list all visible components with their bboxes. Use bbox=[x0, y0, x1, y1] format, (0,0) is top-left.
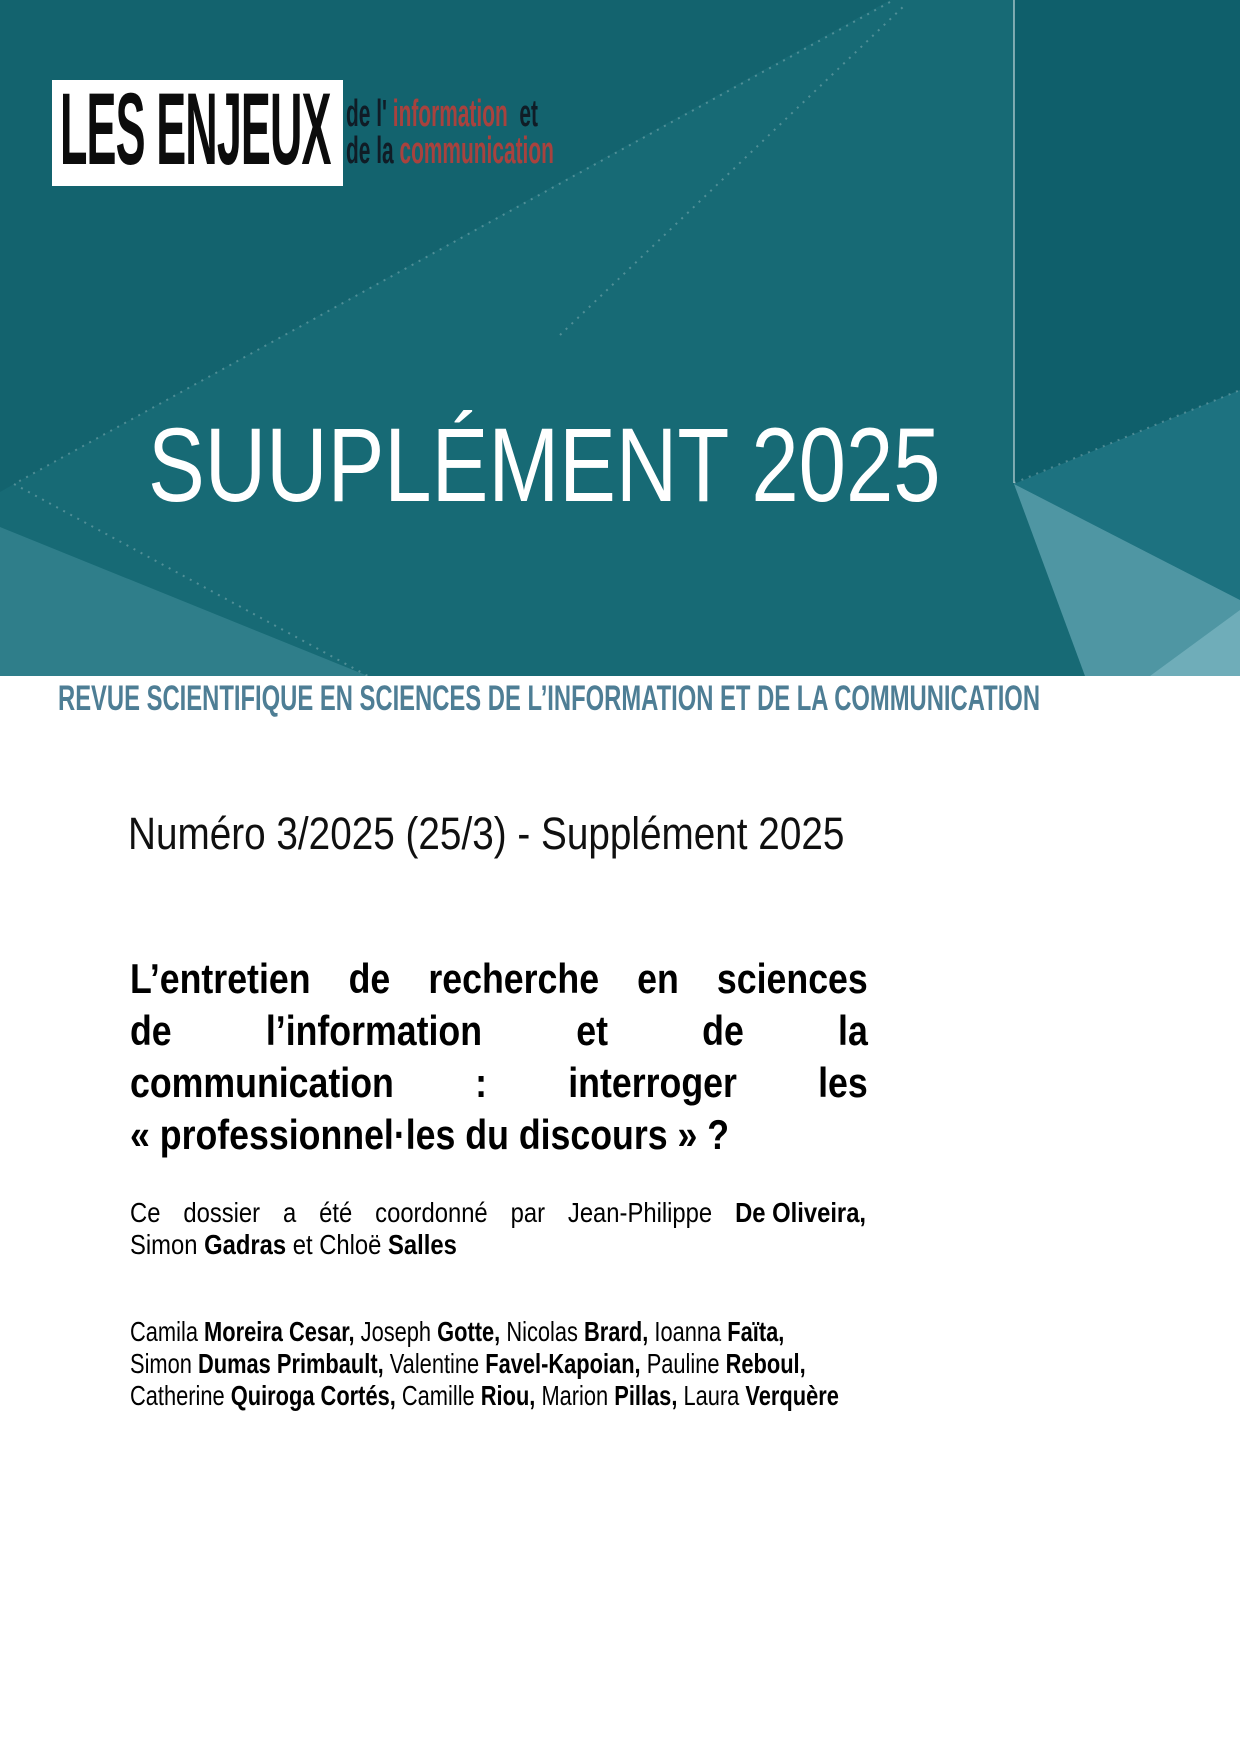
authors-line-2: Simon Dumas Primbault, Valentine Favel-Kapoian, Pauline Reboul, bbox=[130, 1348, 806, 1379]
coordination-paragraph bbox=[130, 1197, 866, 1261]
article-title bbox=[130, 953, 868, 1161]
logo-tagline-line2: de la communication bbox=[346, 130, 554, 172]
article-title-line-3: communication : interroger les bbox=[130, 1059, 868, 1106]
authors-line-3: Catherine Quiroga Cortés, Camille Riou, Marion Pillas, Laura Verquère bbox=[130, 1380, 839, 1411]
supplement-title: SUUPLÉMENT 2025 bbox=[148, 407, 941, 524]
coordination-line-2: Simon Gadras et Chloë Salles bbox=[130, 1229, 457, 1260]
article-title-line-1: L’entretien de recherche en sciences bbox=[130, 955, 868, 1002]
issue-number-line: Numéro 3/2025 (25/3) - Supplément 2025 bbox=[128, 808, 845, 859]
authors-line-1: Camila Moreira Cesar, Joseph Gotte, Nicolas Brard, Ioanna Faïta, bbox=[130, 1316, 785, 1347]
logo-tagline bbox=[346, 93, 554, 172]
logo-tagline-line1: de l' information et bbox=[346, 93, 538, 135]
coordination-line-1: Ce dossier a été coordonné par Jean-Philippe De Oliveira, bbox=[130, 1197, 867, 1228]
journal-logo-box bbox=[52, 72, 343, 186]
authors-paragraph bbox=[130, 1316, 839, 1412]
article-title-line-4: « professionnel·les du discours » ? bbox=[130, 1111, 730, 1158]
article-title-line-2: de l’information et de la bbox=[130, 1007, 868, 1054]
logo-title: LES ENJEUX bbox=[60, 72, 331, 186]
journal-subtitle-banner: REVUE SCIENTIFIQUE EN SCIENCES DE L’INFORMATION ET DE LA COMMUNICATION bbox=[58, 679, 1041, 718]
